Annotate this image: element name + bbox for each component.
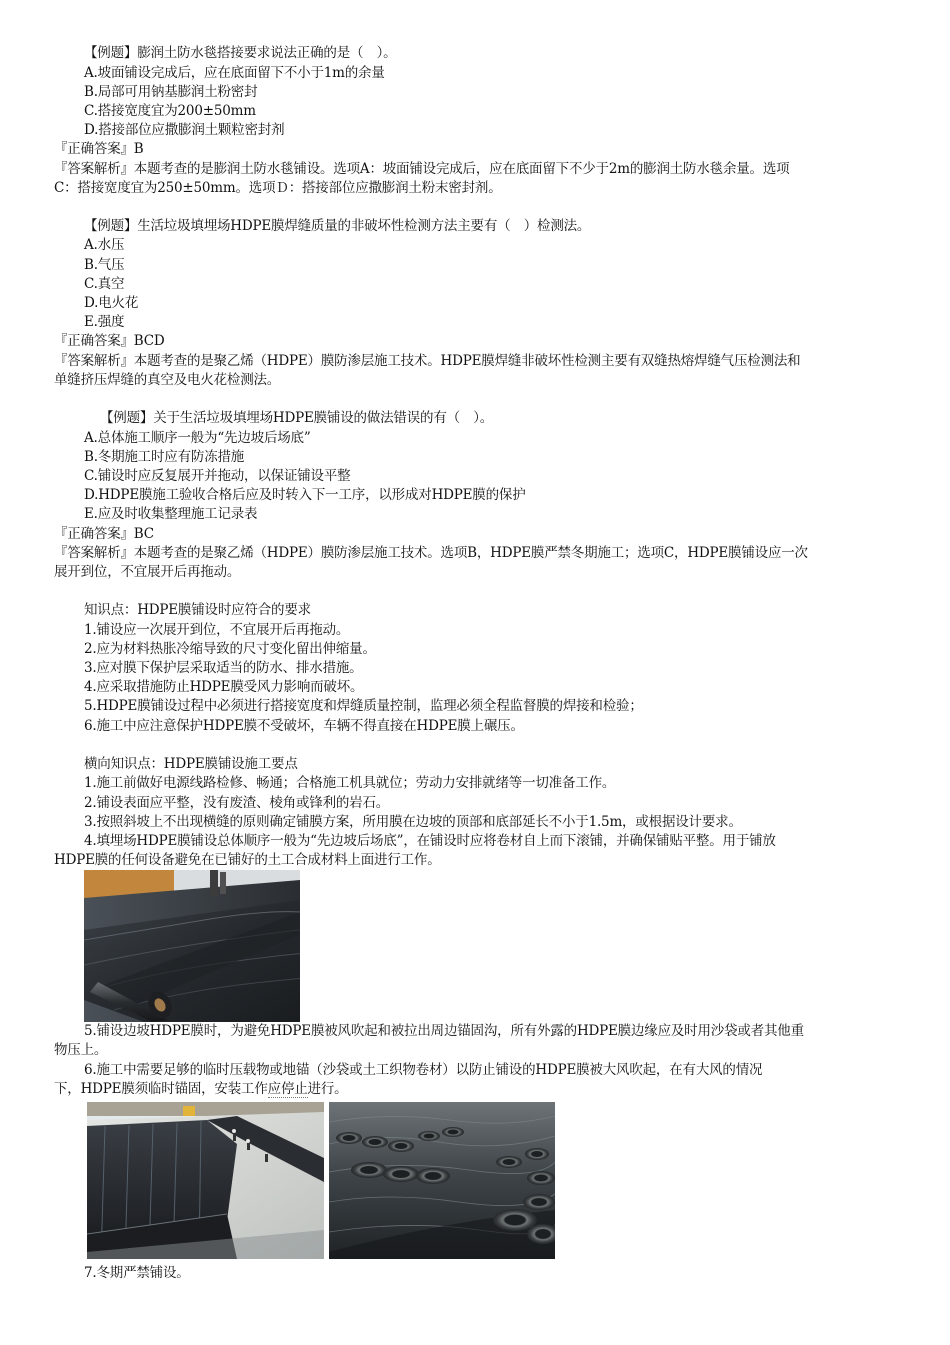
knowledge-item-2: 2.应为材料热胀冷缩导致的尺寸变化留出伸缩量。 [84,641,376,657]
q2-option-d: D.电火花 [84,295,139,311]
lateral-item-6-line-1: 6.施工中需要足够的临时压载物或地锚（沙袋或土工织物卷材）以防止铺设的HDPE膜被大风吹起，在有大风的情况 [84,1062,763,1078]
lateral-item-1: 1.施工前做好电源线路检修、畅通；合格施工机具就位；劳动力安排就绪等一切准备工作。 [84,775,616,791]
q2-answer: 『正确答案』BCD [54,333,165,349]
q2-option-b: B.气压 [84,257,125,273]
q1-answer: 『正确答案』B [54,141,144,157]
lateral-item-6-line-2 [54,1080,347,1099]
q2-option-c: C.真空 [84,276,125,292]
item-6-text-a: 下，HDPE膜须临时锚固，安装工作 [54,1081,268,1097]
lateral-item-4-line-2: HDPE膜的任何设备避免在已铺好的土工合成材料上面进行工作。 [54,852,441,868]
lateral-item-2: 2.铺设表面应平整，没有废渣、棱角或锋利的岩石。 [84,795,390,811]
photo-tire-ballast-on-membrane [329,1102,555,1259]
q1-option-a: A.坡面铺设完成后，应在底面留下不小于1m的余量 [84,65,385,81]
q3-option-e: E.应及时收集整理施工记录表 [84,506,258,522]
q3-analysis-line-2: 展开到位，不宜展开后再拖动。 [54,564,241,580]
knowledge-item-5: 5.HDPE膜铺设过程中必须进行搭接宽度和焊缝质量控制，监理必须全程监督膜的焊接和检验； [84,698,643,714]
lateral-item-7: 7.冬期严禁铺设。 [84,1265,190,1281]
q1-analysis-line-1: 『答案解析』本题考查的是膨润土防水毯铺设。选项A：坡面铺设完成后，应在底面留下不少于2m的膨润土防水毯余量。选项 [54,161,790,177]
lateral-item-3: 3.按照斜坡上不出现横缝的原则确定铺膜方案，所用膜在边坡的顶部和底部延长不小于1.5m，或根据设计要求。 [84,814,742,830]
photo-hdpe-roll-laying [84,870,300,1022]
q3-analysis-line-1: 『答案解析』本题考查的是聚乙烯（HDPE）膜防渗层施工技术。选项B，HDPE膜严禁冬期施工；选项C，HDPE膜铺设应一次 [54,545,808,561]
q1-option-c: C.搭接宽度宜为200±50mm [84,103,256,119]
item-6-text-c: 进行。 [307,1081,348,1097]
item-6-text-dotted: 应停止 [267,1081,308,1097]
knowledge-item-3: 3.应对膜下保护层采取适当的防水、排水措施。 [84,660,363,676]
q2-option-e: E.强度 [84,314,125,330]
knowledge-item-4: 4.应采取措施防止HDPE膜受风力影响而破坏。 [84,679,364,695]
q2-analysis-line-2: 单缝挤压焊缝的真空及电火花检测法。 [54,372,281,388]
q3-option-d: D.HDPE膜施工验收合格后应及时转入下一工序，以形成对HDPE膜的保护 [84,487,526,503]
q1-analysis-line-2: C：搭接宽度宜为250±50mm。选项Ｄ：搭接部位应撒膨润土粉末密封剂。 [54,180,502,196]
q3-answer: 『正确答案』BC [54,526,154,542]
lateral-item-5-line-2: 物压上。 [54,1042,108,1058]
q2-stem: 【例题】生活垃圾填埋场HDPE膜焊缝质量的非破坏性检测方法主要有（ ）检测法。 [84,218,591,234]
q3-option-c: C.铺设时应反复展开并拖动，以保证铺设平整 [84,468,351,484]
q1-stem: 【例题】膨润土防水毯搭接要求说法正确的是（ ）。 [84,45,397,61]
q3-option-a: A.总体施工顺序一般为“先边坡后场底” [84,430,311,446]
knowledge-item-6: 6.施工中应注意保护HDPE膜不受破坏，车辆不得直接在HDPE膜上碾压。 [84,718,524,734]
q3-option-b: B.冬期施工时应有防冻措施 [84,449,245,465]
q3-stem: 【例题】关于生活垃圾填埋场HDPE膜铺设的做法错误的有（ ）。 [100,410,494,426]
lateral-title: 横向知识点：HDPE膜铺设施工要点 [84,756,298,772]
lateral-item-5-line-1: 5.铺设边坡HDPE膜时，为避免HDPE膜被风吹起和被拉出周边锚固沟，所有外露的HDPE膜边缘应及时用沙袋或者其他重 [84,1023,804,1039]
q1-option-d: D.搭接部位应撒膨润土颗粒密封剂 [84,122,285,138]
knowledge-title: 知识点：HDPE膜铺设时应符合的要求 [84,602,311,618]
q2-option-a: A.水压 [84,237,125,253]
q1-option-b: B.局部可用钠基膨润土粉密封 [84,84,258,100]
photo-hdpe-slope-installation [87,1102,324,1259]
q2-analysis-line-1: 『答案解析』本题考查的是聚乙烯（HDPE）膜防渗层施工技术。HDPE膜焊缝非破坏性检测主要有双缝热熔焊缝气压检测法和 [54,353,801,369]
lateral-item-4-line-1: 4.填埋场HDPE膜铺设总体顺序一般为“先边坡后场底”，在铺设时应将卷材自上而下滚铺，并确保铺贴平整。用于铺放 [84,833,776,849]
knowledge-item-1: 1.铺设应一次展开到位，不宜展开后再拖动。 [84,622,350,638]
